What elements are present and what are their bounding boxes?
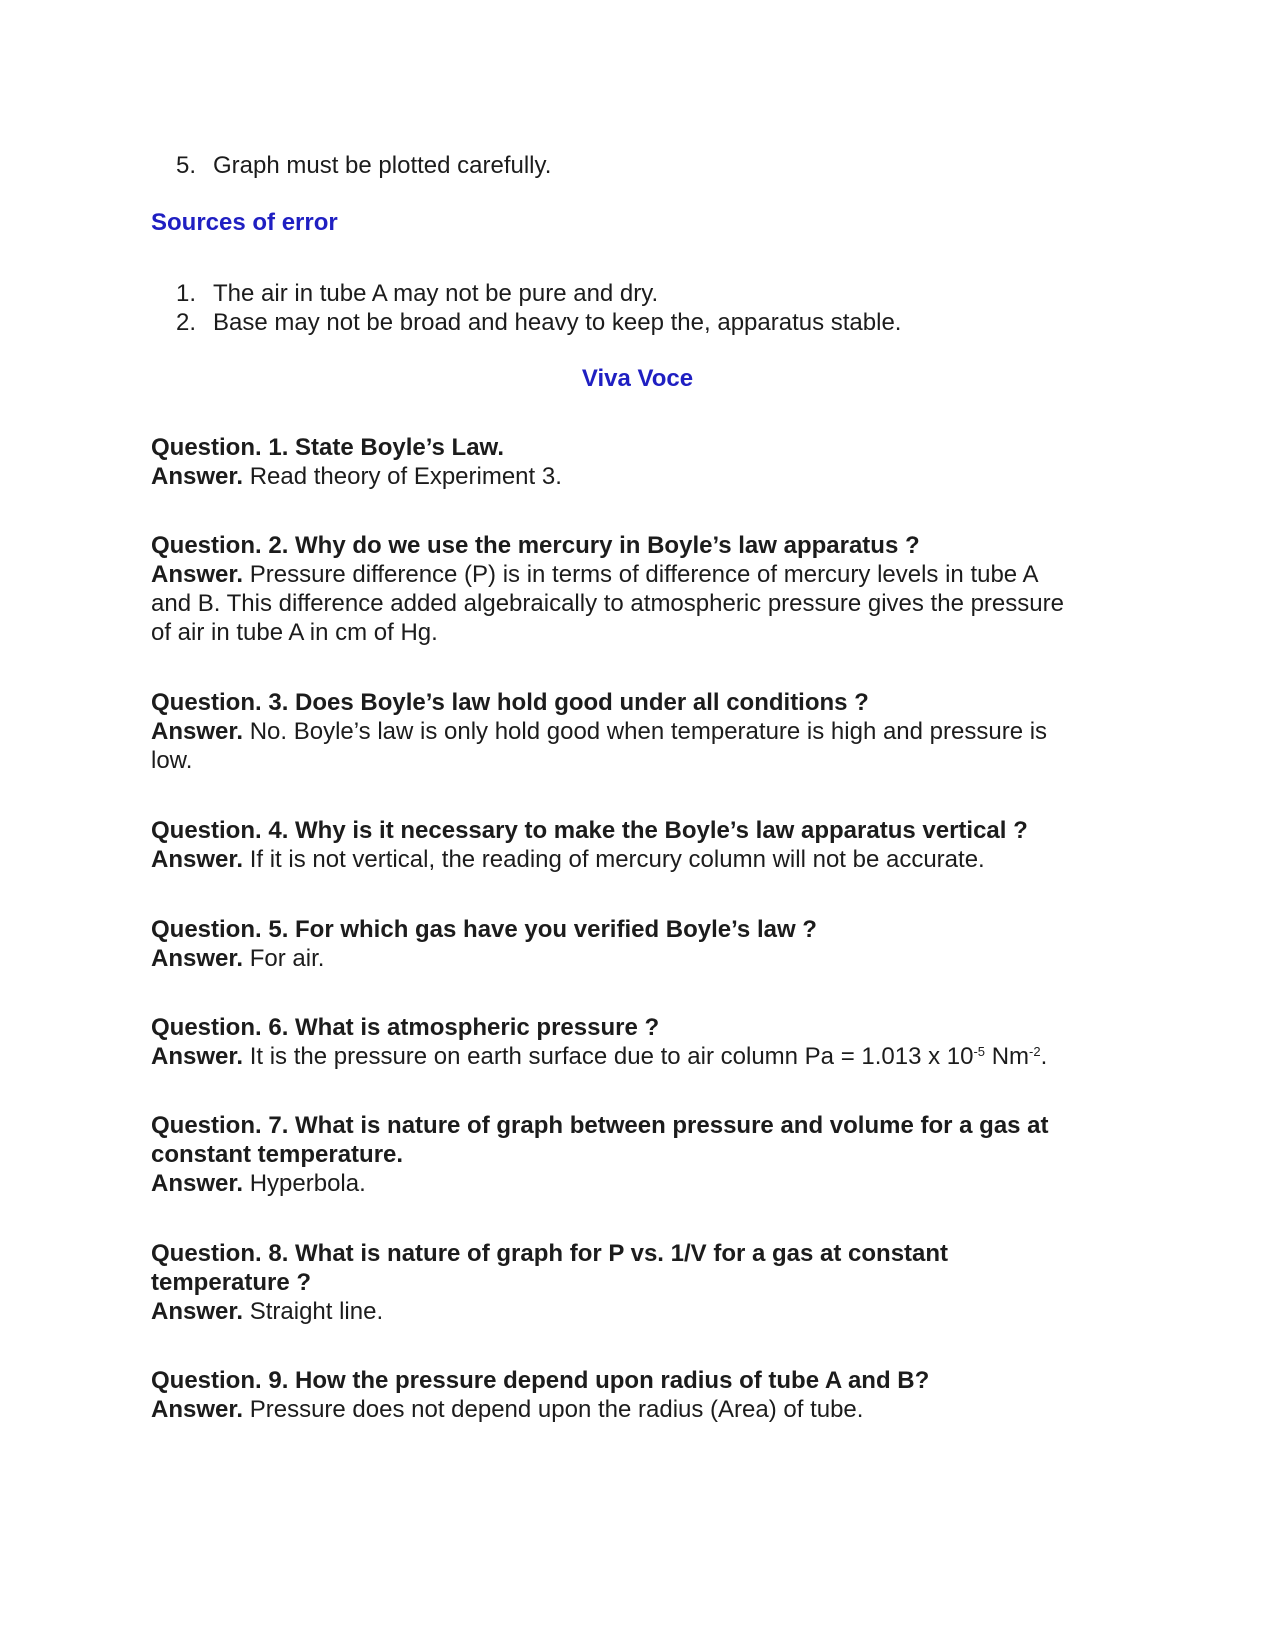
- question-8: Question. 8. What is nature of graph for P vs. 1/V for a gas at constant: [151, 1240, 949, 1267]
- exponent: -2: [1029, 1044, 1041, 1059]
- answer-label: Answer.: [151, 846, 244, 873]
- answer-2-line-2: and B. This difference added algebraically to atmospheric pressure gives the pressure: [151, 590, 1064, 617]
- answer-3-line-2: low.: [151, 747, 193, 774]
- question-4: Question. 4. Why is it necessary to make the Boyle’s law apparatus vertical ?: [151, 817, 1028, 844]
- question-7: Question. 7. What is nature of graph between pressure and volume for a gas at: [151, 1112, 1049, 1139]
- answer-text: If it is not vertical, the reading of mercury column will not be accurate.: [243, 846, 985, 873]
- list-item-number: 2.: [175, 309, 196, 336]
- answer-7: [151, 1170, 366, 1198]
- answer-label: Answer.: [151, 1170, 244, 1197]
- question-8-line-2: temperature ?: [151, 1269, 312, 1296]
- answer-5: [151, 945, 324, 973]
- list-item-number: 5.: [175, 152, 196, 179]
- answer-label: Answer.: [151, 1298, 244, 1325]
- answer-text: Read theory of Experiment 3.: [243, 463, 562, 490]
- list-item-text: Base may not be broad and heavy to keep the, apparatus stable.: [213, 309, 902, 336]
- answer-label: Answer.: [151, 463, 244, 490]
- list-item-text: Graph must be plotted carefully.: [213, 152, 552, 179]
- answer-1: [151, 463, 562, 491]
- answer-text: Straight line.: [243, 1298, 384, 1325]
- answer-text: For air.: [243, 945, 325, 972]
- question-5: Question. 5. For which gas have you verified Boyle’s law ?: [151, 916, 817, 943]
- question-7-line-2: constant temperature.: [151, 1141, 404, 1168]
- list-item-number: 1.: [175, 280, 196, 307]
- list-item-text: The air in tube A may not be pure and dry.: [213, 280, 659, 307]
- answer-label: Answer.: [151, 1396, 244, 1423]
- answer-label: Answer.: [151, 561, 244, 588]
- answer-label: Answer.: [151, 1043, 244, 1070]
- question-1: Question. 1. State Boyle’s Law.: [151, 434, 504, 461]
- exponent: -5: [973, 1044, 986, 1059]
- answer-text-unit: Nm: [985, 1043, 1030, 1070]
- answer-6: [151, 1043, 1047, 1071]
- answer-4: [151, 846, 985, 874]
- answer-label: Answer.: [151, 718, 244, 745]
- answer-2: [151, 561, 1039, 589]
- section-heading-sources-of-error: Sources of error: [151, 209, 338, 236]
- answer-text: Pressure difference (P) is in terms of difference of mercury levels in tube A: [243, 561, 1039, 588]
- question-3: Question. 3. Does Boyle’s law hold good under all conditions ?: [151, 689, 869, 716]
- answer-8: [151, 1298, 383, 1326]
- section-heading-viva-voce: Viva Voce: [581, 365, 694, 392]
- answer-text-end: .: [1040, 1043, 1048, 1070]
- answer-text: No. Boyle’s law is only hold good when temperature is high and pressure is: [243, 718, 1048, 745]
- answer-text: Pressure does not depend upon the radius (Area) of tube.: [243, 1396, 864, 1423]
- answer-2-line-3: of air in tube A in cm of Hg.: [151, 619, 438, 646]
- answer-9: [151, 1396, 863, 1424]
- question-2: Question. 2. Why do we use the mercury in Boyle’s law apparatus ?: [151, 532, 920, 559]
- question-9: Question. 9. How the pressure depend upon radius of tube A and B?: [151, 1367, 930, 1394]
- answer-label: Answer.: [151, 945, 244, 972]
- answer-text: Hyperbola.: [243, 1170, 366, 1197]
- answer-text: It is the pressure on earth surface due to air column Pa = 1.013 x 10: [243, 1043, 974, 1070]
- answer-3: [151, 718, 1047, 746]
- question-6: Question. 6. What is atmospheric pressure ?: [151, 1014, 660, 1041]
